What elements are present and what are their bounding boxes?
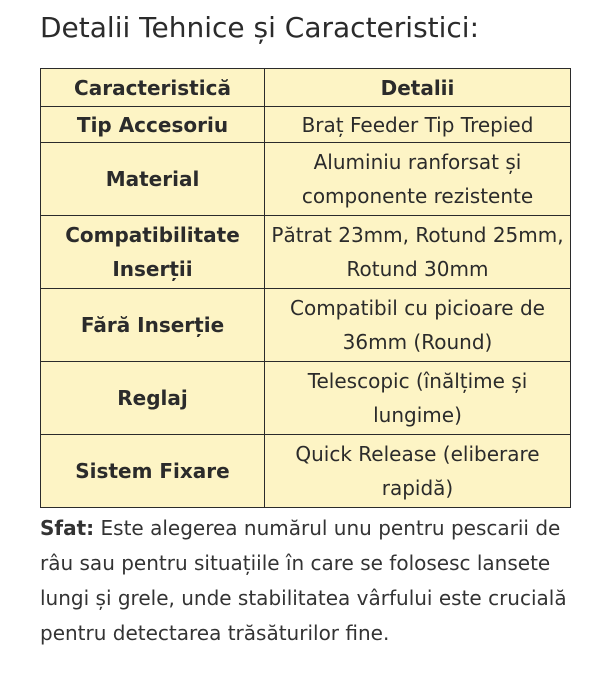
row-key: Sistem Fixare	[41, 435, 265, 508]
tip-label: Sfat:	[40, 516, 95, 540]
table-row	[41, 435, 571, 508]
table-header-row	[41, 69, 571, 107]
row-value: Braț Feeder Tip Trepied	[265, 107, 571, 143]
table-row	[41, 362, 571, 435]
row-value: Compatibil cu picioare de 36mm (Round)	[265, 289, 571, 362]
tip-paragraph	[40, 511, 580, 651]
table-row	[41, 216, 571, 289]
row-key: Reglaj	[41, 362, 265, 435]
section-heading: Detalii Tehnice și Caracteristici:	[40, 11, 480, 44]
tip-text: Este alegerea numărul unu pentru pescarii de râu sau pentru situațiile în care se folosesc lansete lungi și grele, unde stabilitatea vârfului este crucială pentru detectarea trăsăturilor fine.	[40, 516, 567, 645]
row-key: Fără Inserție	[41, 289, 265, 362]
row-value: Pătrat 23mm, Rotund 25mm, Rotund 30mm	[265, 216, 571, 289]
row-value: Telescopic (înălțime și lungime)	[265, 362, 571, 435]
column-header-characteristic: Caracteristică	[41, 69, 265, 107]
row-value: Quick Release (eliberare rapidă)	[265, 435, 571, 508]
row-value: Aluminiu ranforsat și componente rezistente	[265, 143, 571, 216]
table-row	[41, 143, 571, 216]
table-row	[41, 107, 571, 143]
row-key: Compatibilitate Inserții	[41, 216, 265, 289]
row-key: Material	[41, 143, 265, 216]
specs-table	[40, 68, 571, 508]
table-row	[41, 289, 571, 362]
row-key: Tip Accesoriu	[41, 107, 265, 143]
column-header-details: Detalii	[265, 69, 571, 107]
